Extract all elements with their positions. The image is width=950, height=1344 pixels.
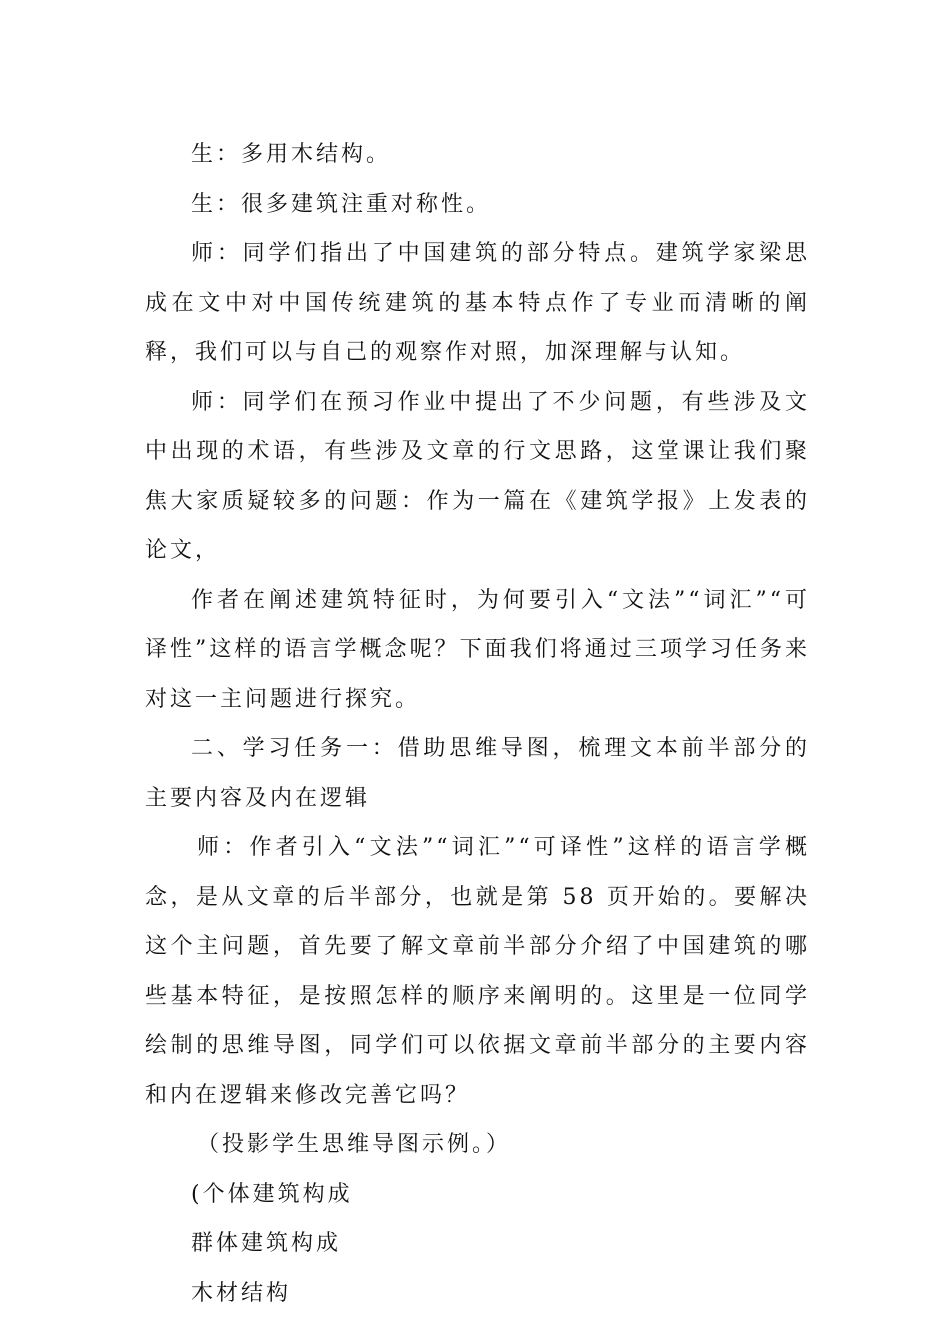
paragraph-student-wood: 生：多用木结构。 (191, 142, 392, 167)
section-heading-task-one: 二、学习任务一：借助思维导图，梳理文本前半部分的主要内容及内在逻辑 (145, 736, 810, 811)
paragraph-teacher-questions: 师：同学们在预习作业中提出了不少问题，有些涉及文中出现的术语，有些涉及文章的行文思路，这堂课让我们聚焦大家质疑较多的问题：作为一篇在《建筑学报》上发表的论文， (145, 389, 810, 563)
paragraph-teacher-mindmap: 师：作者引入“文法”“词汇”“可译性”这样的语言学概念，是从文章的后半部分，也就是第 58 页开始的。要解决这个主问题，首先要了解文章前半部分介绍了中国建筑的哪些基本特征，是按照怎样的顺序来阐明的。这里是一位同学绘制的思维导图，同学们可以依据文章前半部分的主要内容和内在逻辑来修改完善它吗？ (145, 835, 810, 1108)
paragraph-student-symmetry: 生：很多建筑注重对称性。 (191, 191, 492, 217)
mindmap-item-individual: (个体建筑构成 (191, 1181, 353, 1207)
mindmap-item-wood: 木材结构 (191, 1280, 292, 1306)
document-body (145, 130, 810, 1318)
paragraph-projection-note: （投影学生思维导图示例。） (197, 1132, 512, 1157)
paragraph-teacher-features: 师：同学们指出了中国建筑的部分特点。建筑学家梁思成在文中对中国传统建筑的基本特点作了专业而清晰的阐释，我们可以与自己的观察作对照，加深理解与认知。 (145, 241, 810, 365)
mindmap-item-group: 群体建筑构成 (191, 1231, 342, 1256)
paragraph-main-question: 作者在阐述建筑特征时，为何要引入“文法”“词汇”“可译性”这样的语言学概念呢？下面我们将通过三项学习任务来对这一主问题进行探究。 (145, 587, 810, 712)
